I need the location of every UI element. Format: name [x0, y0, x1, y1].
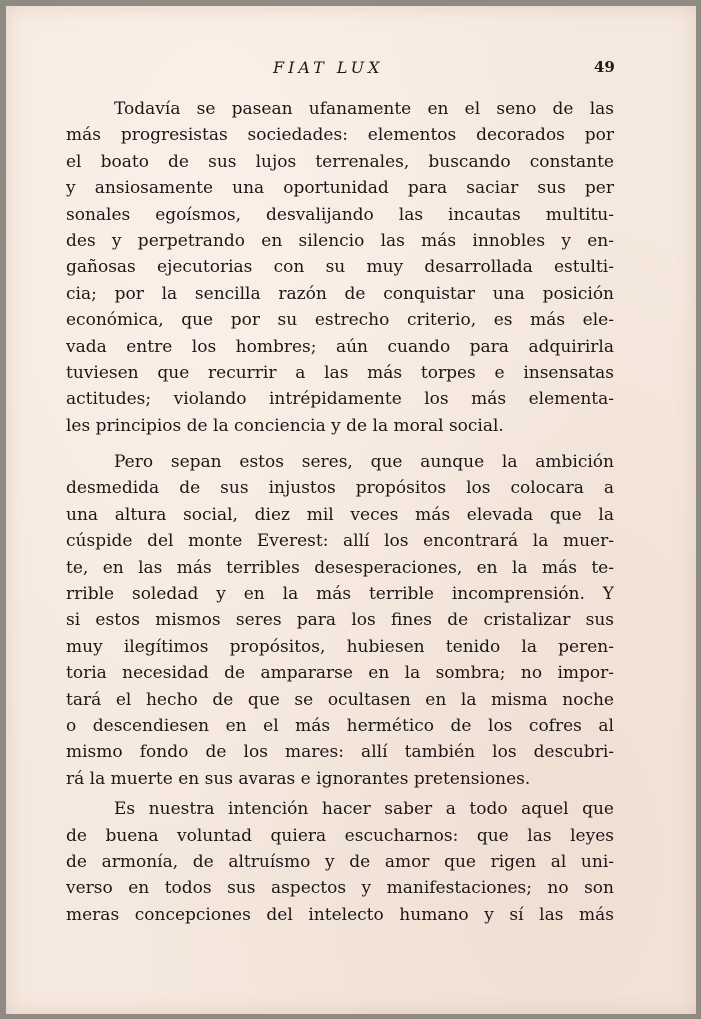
text-line: Todavía se pasean ufanamente en el seno de las: [114, 99, 614, 119]
running-head-title: FIAT LUX: [273, 58, 384, 77]
text-line: gañosas ejecutorias con su muy desarrollada estulti-: [66, 257, 614, 278]
text-line: les principios de la conciencia y de la moral social.: [66, 415, 504, 436]
text-line: rrible soledad y en la más terrible incomprensión. Y: [66, 584, 614, 605]
text-line: vada entre los hombres; aún cuando para adquirirla: [66, 336, 614, 357]
body-text: [66, 96, 614, 928]
text-line: sonales egoísmos, desvalijando las incautas multitu-: [66, 204, 614, 225]
text-line: Es nuestra intención hacer saber a todo aquel que: [114, 799, 614, 820]
text-line: si estos mismos seres para los fines de cristalizar sus: [66, 610, 614, 631]
text-line: Pero sepan estos seres, que aunque la ambición: [114, 452, 614, 473]
text-line: una altura social, diez mil veces más elevada que la: [66, 504, 614, 525]
text-line: de buena voluntad quiera escucharnos: que las leyes: [66, 825, 614, 846]
text-line: desmedida de sus injustos propósitos los colocara a: [66, 478, 614, 499]
text-line: des y perpetrando en silencio las más innobles y en-: [66, 230, 614, 251]
paragraph-gap: [66, 439, 614, 449]
page-number: 49: [594, 58, 615, 76]
text-line: cúspide del monte Everest: allí los encontrará la muer-: [66, 531, 614, 552]
paragraph-2: [66, 449, 614, 792]
text-line: muy ilegítimos propósitos, hubiesen tenido la peren-: [66, 636, 614, 657]
text-line: el boato de sus lujos terrenales, buscando constante: [66, 151, 614, 172]
text-line: más progresistas sociedades: elementos decorados por: [66, 125, 614, 146]
paragraph-3: [66, 796, 614, 928]
paragraph-1: [66, 96, 614, 439]
text-line: mismo fondo de los mares: allí también los descubri-: [66, 742, 614, 763]
text-line: verso en todos sus aspectos y manifestaciones; no son: [66, 878, 614, 899]
text-line: rá la muerte en sus avaras e ignorantes pretensiones.: [66, 768, 531, 789]
text-line: actitudes; violando intrépidamente los más elementa-: [66, 389, 614, 410]
running-head: [0, 58, 701, 82]
text-line: y ansiosamente una oportunidad para saciar sus per: [66, 178, 614, 199]
text-line: meras concepciones del intelecto humano y sí las más: [66, 904, 614, 925]
text-line: o descendiesen en el más hermético de los cofres al: [66, 715, 614, 736]
text-line: cia; por la sencilla razón de conquistar una posición: [66, 283, 614, 304]
text-line: te, en las más terribles desesperaciones, en la más te-: [66, 557, 614, 578]
text-line: toria necesidad de ampararse en la sombra; no impor-: [66, 663, 614, 684]
text-line: económica, que por su estrecho criterio, es más ele-: [66, 310, 614, 331]
text-line: tuviesen que recurrir a las más torpes e insensatas: [66, 362, 614, 383]
text-line: de armonía, de altruísmo y de amor que rigen al uni-: [66, 851, 614, 872]
text-line: tará el hecho de que se ocultasen en la misma noche: [66, 689, 614, 710]
